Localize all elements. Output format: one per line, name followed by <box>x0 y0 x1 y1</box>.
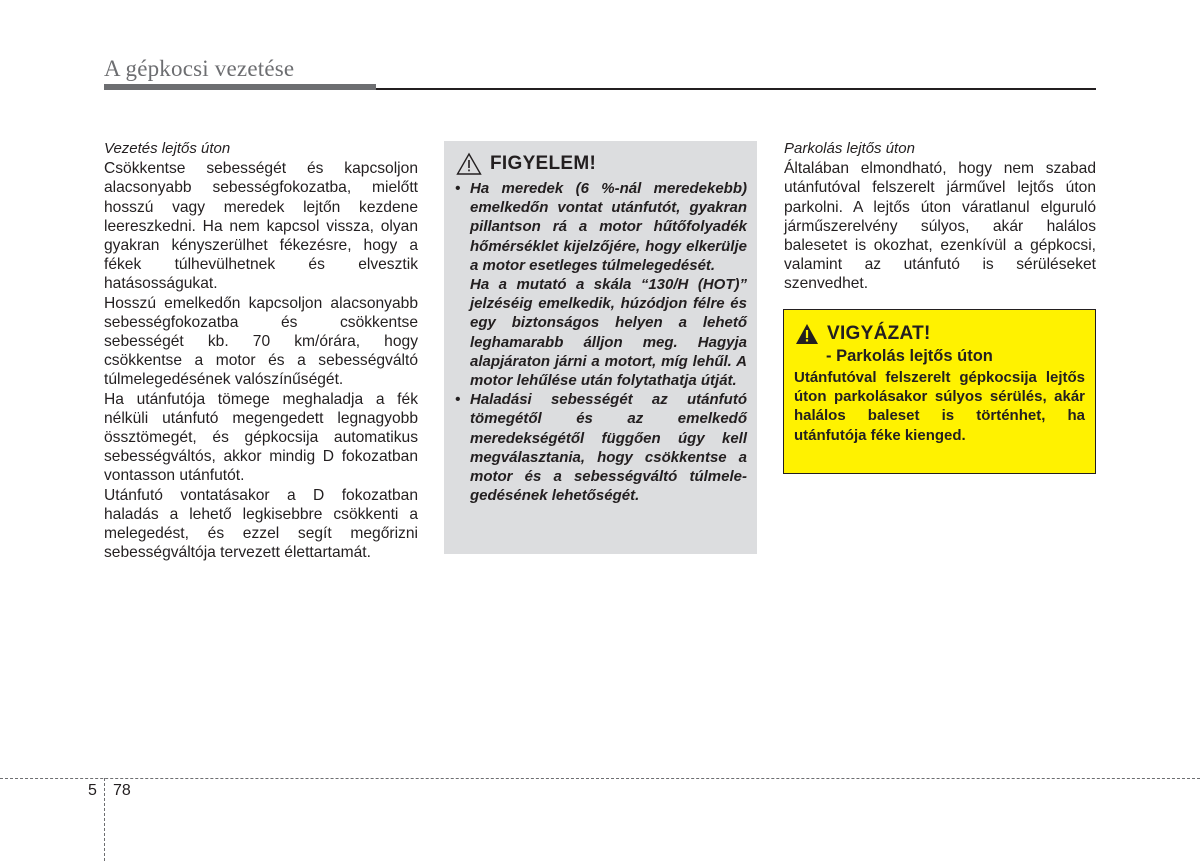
bullet-symbol: • <box>455 180 461 197</box>
page-number: 78 <box>113 782 131 799</box>
right-column <box>784 139 1096 294</box>
paragraph: Hosszú emelkedőn kapcsoljon alacsonyabb sebességfokozatba és csökkentse sebességét kb. 70 km/órára, hogy csökkentse a motor és a sebességváltó túlmelegedésének valószínűségét. <box>104 294 418 389</box>
paragraph: Általában elmondható, hogy nem szabad utánfutóval felszerelt járművel lejtős úton parkolni. A lejtős úton váratlanul elguruló járműszerelvény súlyos, akár halálos balesetet is okozhat, ezenkívül a gépkocsi, valamint az utánfutó is sérüléseket szenvedhet. <box>784 160 1096 293</box>
caution-header <box>794 322 1085 346</box>
paragraph: Utánfutó vontatásakor a D fokozatban haladás a lehető legkisebbre csökkenti a melegedést, és ezzel segít megőrizni sebességváltója tervezett élettartamát. <box>104 486 418 562</box>
left-column <box>104 139 418 562</box>
warning-bullet-text: Ha a mutató a skála “130/H (HOT)” jelzéséig emelkedik, húzódjon félre és egy biztonságos helyen a lehető leghamarabb álljon meg. Hagyja alapjáraton járni a motort, míg lehűl. A motor lehűlése után folytathatja útját. <box>470 276 747 390</box>
footer-dashed-rule <box>0 778 1200 779</box>
warning-box <box>444 141 757 554</box>
warning-bullet-item <box>454 179 747 390</box>
caution-box <box>783 309 1096 474</box>
header-rule-thick <box>104 84 376 90</box>
warning-title: FIGYELEM! <box>490 153 597 174</box>
paragraph: Ha utánfutója tömege meghaladja a fék nélküli utánfutó megengedett legnagyobb össztömegét, és gépkocsija automatikus sebességváltós, akkor mindig D fokozatban vontasson utánfutót. <box>104 390 418 485</box>
warning-bullet-text: Haladási sebességét az utánfutó tömegétől és az emelkedő meredekségétől függően úgy kell megválasztania, hogy csökkentse a motor és a sebességváltó túlmele-gedésének lehetőségét. <box>470 391 747 505</box>
caution-triangle-icon <box>795 323 819 345</box>
section-heading-downhill: Vezetés lejtős úton <box>104 140 231 157</box>
bullet-symbol: • <box>455 391 461 409</box>
caution-title: VIGYÁZAT! <box>827 323 931 344</box>
footer-dashed-divider <box>104 778 105 861</box>
warning-bullet-text: Ha meredek (6 %-nál meredekebb) emelkedőn vontat utánfutót, gyakran pillantson rá a motor hűtőfolyadék hőmérséklet kijelzőjére, hogy elkerülje a motor esetleges túlmelegedését. <box>470 180 747 274</box>
warning-triangle-icon <box>456 152 482 176</box>
section-heading-parking: Parkolás lejtős úton <box>784 140 915 157</box>
paragraph: Csökkentse sebességét és kapcsoljon alacsonyabb sebességfokozatba, mielőtt hosszú vagy meredek lejtőn kezdene leereszkedni. Ha nem kapcsol vissza, olyan gyakran kényszerülhet fékezésre, hogy a fékek túlhevülhetnek és elvesztik hatásosságukat. <box>104 160 418 293</box>
section-number: 5 <box>88 782 97 799</box>
header-rule-thin <box>376 88 1096 90</box>
warning-bullet-item <box>454 390 747 505</box>
warning-header <box>454 151 747 177</box>
page-header-title: A gépkocsi vezetése <box>104 56 295 81</box>
caution-text: Utánfutóval felszerelt gépkocsija lejtős úton parkolásakor súlyos sérülés, akár halálos baleset is történhet, ha utánfutója féke kienged. <box>794 369 1085 444</box>
caution-subtitle: - Parkolás lejtős úton <box>826 347 993 365</box>
